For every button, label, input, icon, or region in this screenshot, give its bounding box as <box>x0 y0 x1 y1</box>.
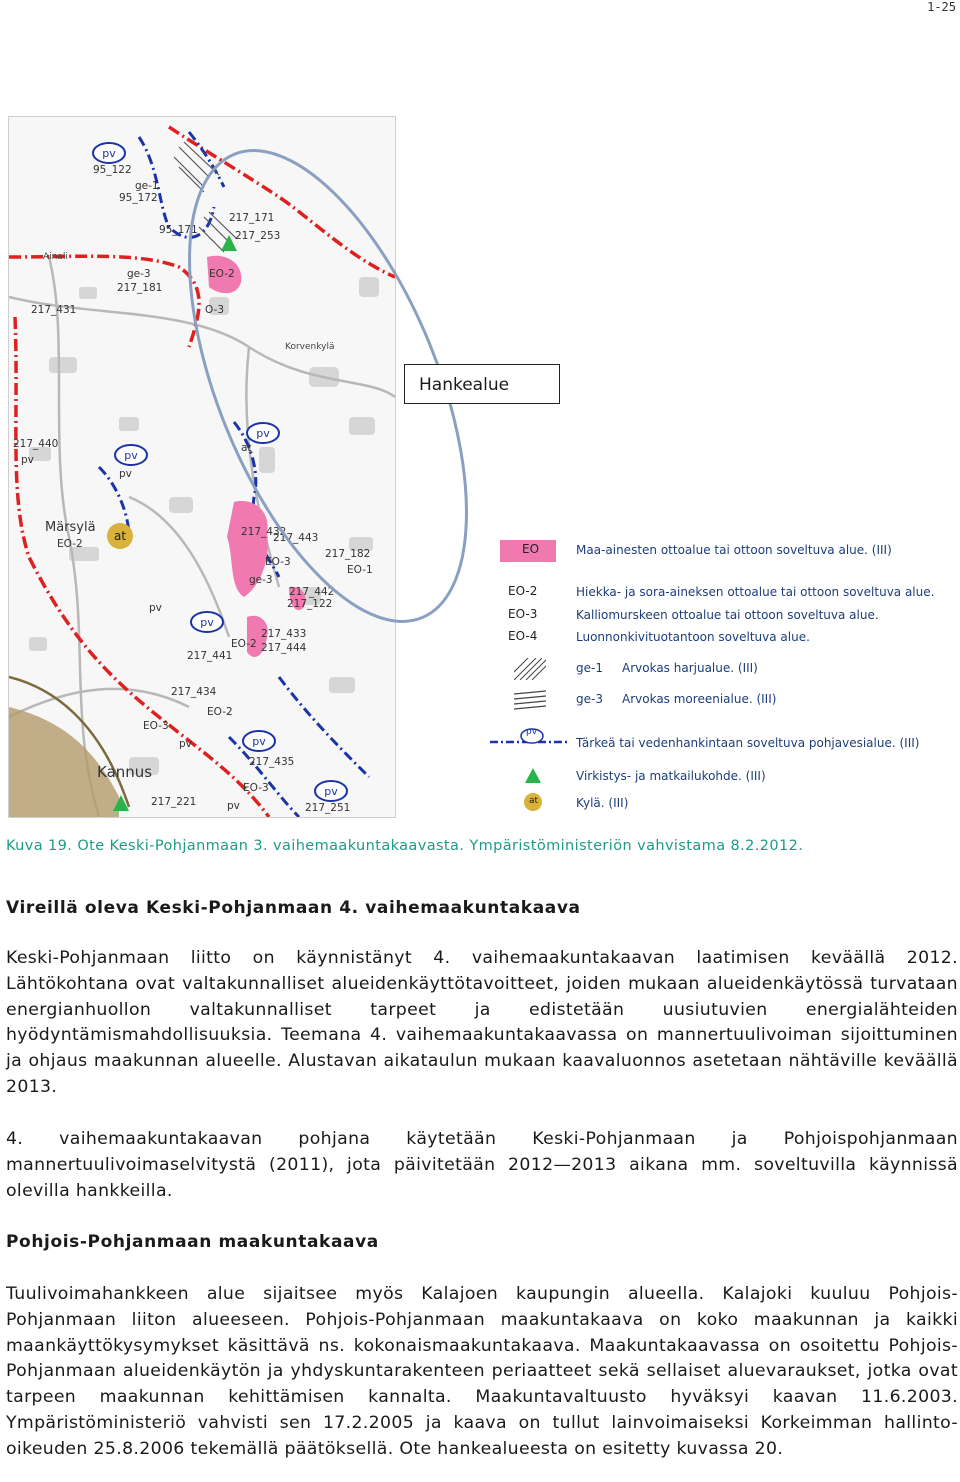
svg-text:217_431: 217_431 <box>31 304 77 316</box>
legend-item: EO-4 Luonnonkivituotantoon soveltuva alue. <box>508 629 810 644</box>
legend-item: EO Maa-ainesten ottoalue tai ottoon soveltuva alue. (III) <box>486 540 956 562</box>
svg-text:pv: pv <box>252 735 266 748</box>
place-label: Kannus <box>97 763 153 781</box>
svg-text:217_442: 217_442 <box>289 586 335 598</box>
svg-text:EO-3: EO-3 <box>143 720 169 732</box>
svg-text:217_182: 217_182 <box>325 548 371 560</box>
svg-text:pv: pv <box>227 800 240 812</box>
svg-text:ge-3: ge-3 <box>249 574 273 586</box>
svg-text:pv: pv <box>119 468 132 480</box>
place-label: Korvenkylä <box>285 342 335 352</box>
svg-text:at: at <box>241 442 252 454</box>
map-figure <box>8 116 958 818</box>
section-heading: Pohjois-Pohjanmaan maakuntakaava <box>6 1232 379 1252</box>
svg-text:217_251: 217_251 <box>305 802 351 814</box>
legend-item: pv Tärkeä tai vedenhankintaan soveltuva pohjavesialue. (III) <box>486 728 956 754</box>
svg-text:at: at <box>113 529 127 543</box>
svg-text:EO-2: EO-2 <box>207 706 233 718</box>
svg-text:EO-1: EO-1 <box>347 564 373 576</box>
legend-item: EO-2 Hiekka- ja sora-aineksen ottoalue tai ottoon soveltuva alue. <box>508 584 935 599</box>
place-label: Märsylä <box>45 520 96 535</box>
svg-text:217_221: 217_221 <box>151 796 197 808</box>
svg-text:EO-2: EO-2 <box>231 638 257 650</box>
section-heading: Vireillä oleva Keski-Pohjanmaan 4. vaihemaakuntakaava <box>6 898 581 918</box>
place-label: Ainali <box>43 252 68 262</box>
svg-text:pv: pv <box>102 147 116 160</box>
legend-item: Virkistys- ja matkailukohde. (III) <box>486 766 956 788</box>
svg-text:95_171: 95_171 <box>159 224 198 236</box>
svg-text:217_434: 217_434 <box>171 686 217 698</box>
svg-text:EO-2: EO-2 <box>57 538 83 550</box>
svg-text:O-3: O-3 <box>205 304 225 316</box>
project-area-callout: Hankealue <box>404 364 560 404</box>
svg-text:217_253: 217_253 <box>235 230 281 242</box>
paragraph: Tuulivoimahankkeen alue sijaitsee myös Kalajoen kaupungin alueella. Kalajoki kuuluu Pohjois-Pohjanmaan liiton alueeseen. Pohjois-Pohjanmaan maakuntakaava on koko maakunnan ja kaikki maankäyttökysymykset käsittävä ns. kokonaismaakuntakaava. Maakuntakaavassa on osoitettu Pohjois-Pohjanmaan alueidenkäytön ja yhdyskuntarakenteen periaatteet sekä sellaiset aluevaraukset, jotka ovat tarpeen maakunnan kehittämisen kannalta. Maakuntavaltuusto hyväksyi kaavan 11.6.2003. Ympäristöministeriö vahvisti sen 17.2.2005 ja kaava on tullut lainvoimaiseksi Korkeimman hallinto-oikeuden 25.8.2006 tekemällä päätöksellä. Ote hankealueesta on esitetty kuvassa 20. <box>6 1284 958 1459</box>
svg-text:217_181: 217_181 <box>117 282 163 294</box>
svg-text:95_122: 95_122 <box>93 164 132 176</box>
figure-caption: Kuva 19. Ote Keski-Pohjanmaan 3. vaihemaakuntakaavasta. Ympäristöministeriön vahvistama 8.2.2012. <box>6 838 804 854</box>
legend-item: EO-3 Kalliomurskeen ottoalue tai ottoon soveltuva alue. <box>508 607 879 622</box>
svg-text:pv: pv <box>124 449 138 462</box>
page-number: 1-25 <box>927 0 956 14</box>
svg-text:217_441: 217_441 <box>187 650 233 662</box>
svg-text:pv: pv <box>179 738 192 750</box>
legend-item: ge-3 Arvokas moreenialue. (III) <box>486 689 956 711</box>
svg-text:217_122: 217_122 <box>287 598 333 610</box>
project-area-ellipse <box>8 116 478 818</box>
svg-text:ge-1: ge-1 <box>135 180 159 192</box>
svg-text:pv: pv <box>200 616 214 629</box>
svg-text:EO-3: EO-3 <box>265 556 291 568</box>
svg-text:pv: pv <box>256 427 270 440</box>
svg-text:pv: pv <box>324 785 338 798</box>
paragraph: 4. vaihemaakuntakaavan pohjana käytetään Keski-Pohjanmaan ja Pohjoispohjanmaan mannertuulivoimaselvitystä (2011), jota päivitetään 2012—2013 aikana mm. soveltuvilla käynnissä olevilla hankkeilla. <box>6 1129 958 1201</box>
svg-text:EO-2: EO-2 <box>209 268 235 280</box>
svg-text:EO-3: EO-3 <box>243 782 269 794</box>
svg-text:pv: pv <box>21 454 34 466</box>
svg-text:95_172: 95_172 <box>119 192 158 204</box>
legend-item: ge-1 Arvokas harjualue. (III) <box>486 658 956 680</box>
svg-text:ge-3: ge-3 <box>127 268 151 280</box>
map-legend <box>486 534 956 819</box>
svg-text:217_433: 217_433 <box>261 628 307 640</box>
svg-text:217_171: 217_171 <box>229 212 275 224</box>
paragraph: Keski-Pohjanmaan liitto on käynnistänyt 4. vaihemaakuntakaavan laatimisen keväällä 2012. Lähtökohtana ovat valtakunnalliset alueidenkäyttötavoitteet, joiden mukaan alueidenkäytössä turvataan energianhuollon valtakunnalliset tarpeet ja edistetään uusiutuvien energialähteiden hyödyntämismahdollisuuksia. Teemana 4. vaihemaakuntakaavassa on mannertuulivoiman sijoittuminen ja ohjaus maakunnan alueelle. Alustavan aikataulun mukaan kaavaluonnos asetetaan nähtäville keväällä 2013. <box>6 948 958 1097</box>
legend-item: at Kylä. (III) <box>486 790 956 812</box>
svg-text:217_435: 217_435 <box>249 756 295 768</box>
svg-text:217_444: 217_444 <box>261 642 307 654</box>
svg-text:217_443: 217_443 <box>273 532 319 544</box>
svg-text:pv: pv <box>149 602 162 614</box>
svg-text:217_440: 217_440 <box>13 438 59 450</box>
svg-text:217_432: 217_432 <box>241 526 287 538</box>
